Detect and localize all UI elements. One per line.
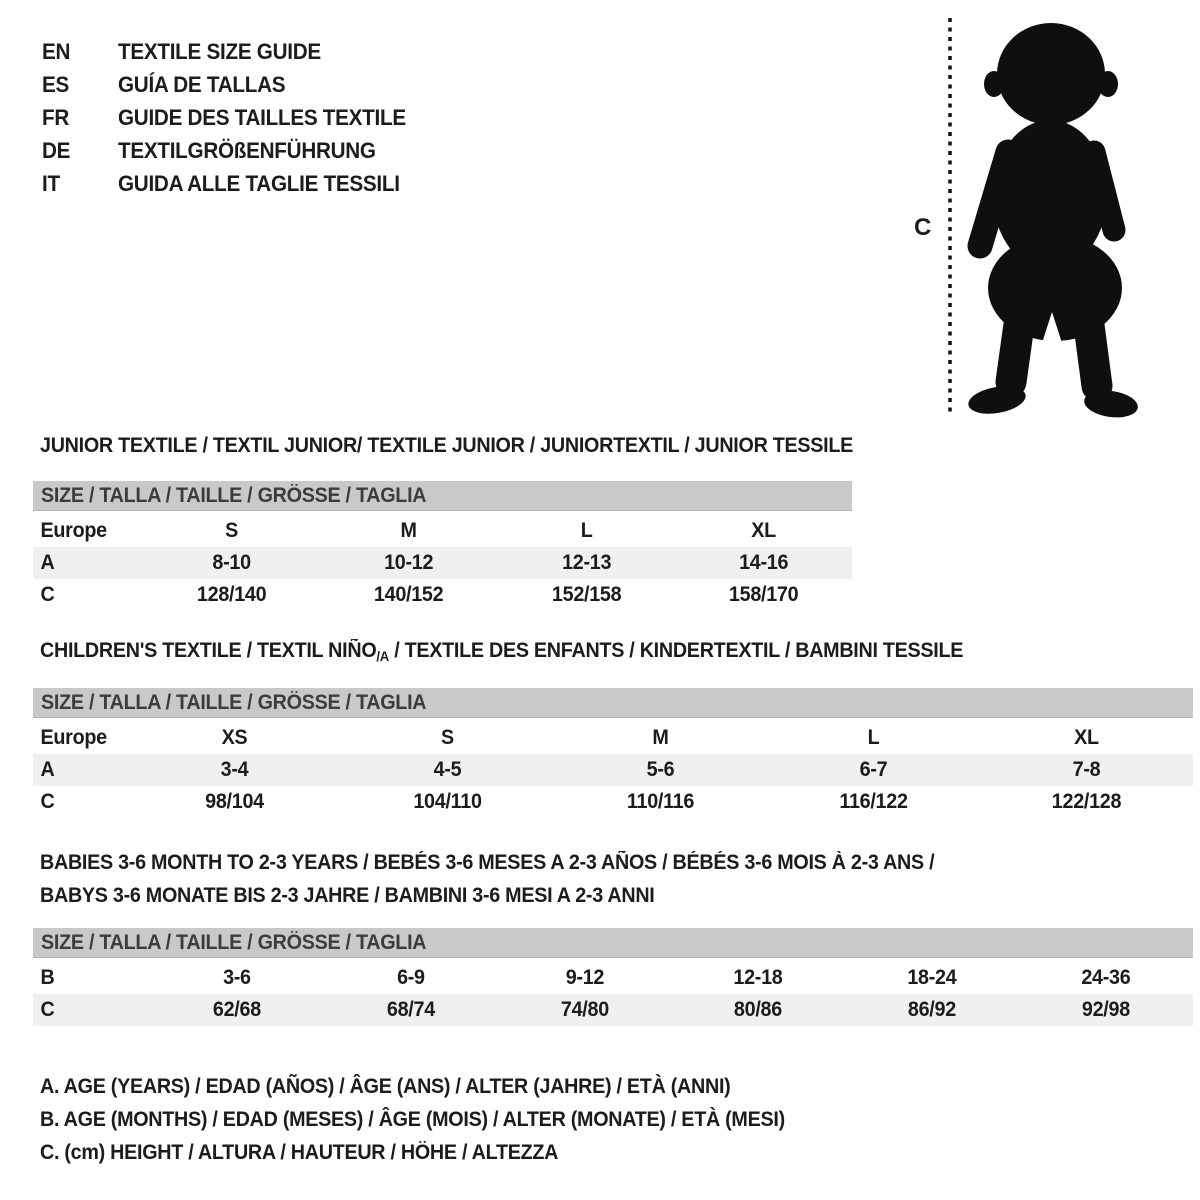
size-header-label: SIZE / TALLA / TAILLE / GRÖSSE / TAGLIA (41, 484, 427, 507)
row-label: A (40, 551, 55, 574)
size-cell: 110/116 (626, 790, 695, 813)
size-cell: 18-24 (907, 966, 957, 989)
footnote-a: A. AGE (YEARS) / EDAD (AÑOS) / ÂGE (ANS) / ALTER (JAHRE) / ETÀ (ANNI) (40, 1075, 731, 1098)
size-cell: XL (1074, 726, 1099, 749)
junior-size-table (33, 481, 852, 611)
language-title: TEXTILGRÖßENFÜHRUNG (118, 138, 376, 163)
size-header-bar (33, 928, 1193, 958)
children-heading-pre: CHILDREN'S TEXTILE / TEXTIL NIÑO (40, 639, 377, 662)
language-title: TEXTILE SIZE GUIDE (118, 39, 321, 64)
language-row (42, 68, 424, 101)
language-title: GUIDA ALLE TAGLIE TESSILI (118, 171, 400, 196)
babies-size-table (33, 928, 1193, 1026)
babies-heading-line1: BABIES 3-6 MONTH TO 2-3 YEARS / BEBÉS 3-6 MESES A 2-3 AÑOS / BÉBÉS 3-6 MOIS À 2-3 ANS / (40, 851, 935, 874)
leg-right (1087, 310, 1097, 386)
language-row (42, 167, 424, 200)
language-code: DE (42, 138, 71, 163)
junior-section-heading: JUNIOR TEXTILE / TEXTIL JUNIOR/ TEXTILE JUNIOR / JUNIORTEXTIL / JUNIOR TESSILE (40, 434, 854, 457)
size-cell: XS (221, 726, 248, 749)
row-label: C (40, 790, 55, 813)
size-cell: 74/80 (560, 998, 609, 1021)
table-row-europe (33, 515, 852, 547)
size-cell: 12-13 (561, 551, 611, 574)
children-heading-sub: /A (376, 648, 389, 664)
size-cell: 3-6 (223, 966, 251, 989)
size-cell: 116/122 (839, 790, 908, 813)
size-cell: 8-10 (212, 551, 251, 574)
language-row (42, 35, 424, 68)
table-row-a (33, 754, 1193, 786)
toddler-silhouette (966, 23, 1139, 421)
toddler-figure (900, 10, 1150, 425)
size-cell: 3-4 (220, 758, 249, 781)
size-cell: M (400, 519, 417, 542)
head (997, 23, 1105, 125)
language-title: GUÍA DE TALLAS (118, 72, 286, 97)
size-cell: L (867, 726, 880, 749)
size-header-label: SIZE / TALLA / TAILLE / GRÖSSE / TAGLIA (41, 931, 427, 954)
language-title: GUIDE DES TAILLES TEXTILE (118, 105, 406, 130)
language-code: IT (42, 171, 60, 196)
children-size-table (33, 688, 1193, 818)
size-cell: 158/170 (728, 583, 799, 606)
size-cell: 92/98 (1082, 998, 1131, 1021)
size-cell: 12-18 (733, 966, 783, 989)
language-row (42, 134, 424, 167)
row-label: C (40, 998, 55, 1021)
children-heading-post: / TEXTILE DES ENFANTS / KINDERTEXTIL / BAMBINI TESSILE (388, 639, 964, 662)
footnote-b: B. AGE (MONTHS) / EDAD (MESES) / ÂGE (MOIS) / ALTER (MONATE) / ETÀ (MESI) (40, 1108, 785, 1131)
size-header-label: SIZE / TALLA / TAILLE / GRÖSSE / TAGLIA (41, 691, 427, 714)
footnote-c: C. (cm) HEIGHT / ALTURA / HAUTEUR / HÖHE / ALTEZZA (40, 1141, 559, 1164)
size-cell: 6-7 (859, 758, 888, 781)
size-cell: 86/92 (908, 998, 957, 1021)
table-row-b (33, 962, 1193, 994)
size-cell: 80/86 (734, 998, 783, 1021)
row-label: B (40, 966, 55, 989)
size-cell: 9-12 (565, 966, 604, 989)
footnotes (40, 1070, 832, 1169)
table-row-europe (33, 722, 1193, 754)
size-cell: S (441, 726, 454, 749)
size-cell: 122/128 (1051, 790, 1122, 813)
size-cell: 98/104 (205, 790, 264, 813)
size-cell: M (652, 726, 669, 749)
babies-heading-line2: BABYS 3-6 MONATE BIS 2-3 JAHRE / BAMBINI 3-6 MESI A 2-3 ANNI (40, 884, 655, 907)
language-code: EN (42, 39, 71, 64)
size-cell: 104/110 (413, 790, 482, 813)
language-list (42, 35, 424, 200)
size-header-bar (33, 481, 852, 511)
size-cell: 6-9 (396, 966, 425, 989)
children-section-heading (40, 634, 963, 673)
table-row-a (33, 547, 852, 579)
size-cell: 128/140 (196, 583, 267, 606)
size-cell: 140/152 (374, 583, 444, 606)
table-row-c (33, 579, 852, 611)
table-row-c (33, 994, 1193, 1026)
size-cell: 152/158 (551, 583, 621, 606)
size-cell: 68/74 (386, 998, 435, 1021)
row-label: Europe (40, 519, 107, 542)
height-marker-label: C (914, 214, 932, 241)
row-label: C (40, 583, 55, 606)
row-label: Europe (40, 726, 107, 749)
table-row-c (33, 786, 1193, 818)
language-code: ES (42, 72, 70, 97)
size-cell: XL (751, 519, 776, 542)
language-row (42, 101, 424, 134)
babies-section-heading (40, 846, 934, 912)
leg-left (1011, 310, 1021, 382)
size-cell: 10-12 (384, 551, 434, 574)
size-cell: L (580, 519, 593, 542)
size-cell: 24-36 (1081, 966, 1131, 989)
size-cell: 62/68 (212, 998, 261, 1021)
size-cell: 4-5 (433, 758, 462, 781)
size-header-bar (33, 688, 1193, 718)
size-cell: 14-16 (738, 551, 788, 574)
size-cell: 7-8 (1072, 758, 1101, 781)
size-cell: 5-6 (646, 758, 675, 781)
row-label: A (40, 758, 55, 781)
language-code: FR (42, 105, 70, 130)
size-cell: S (225, 519, 239, 542)
